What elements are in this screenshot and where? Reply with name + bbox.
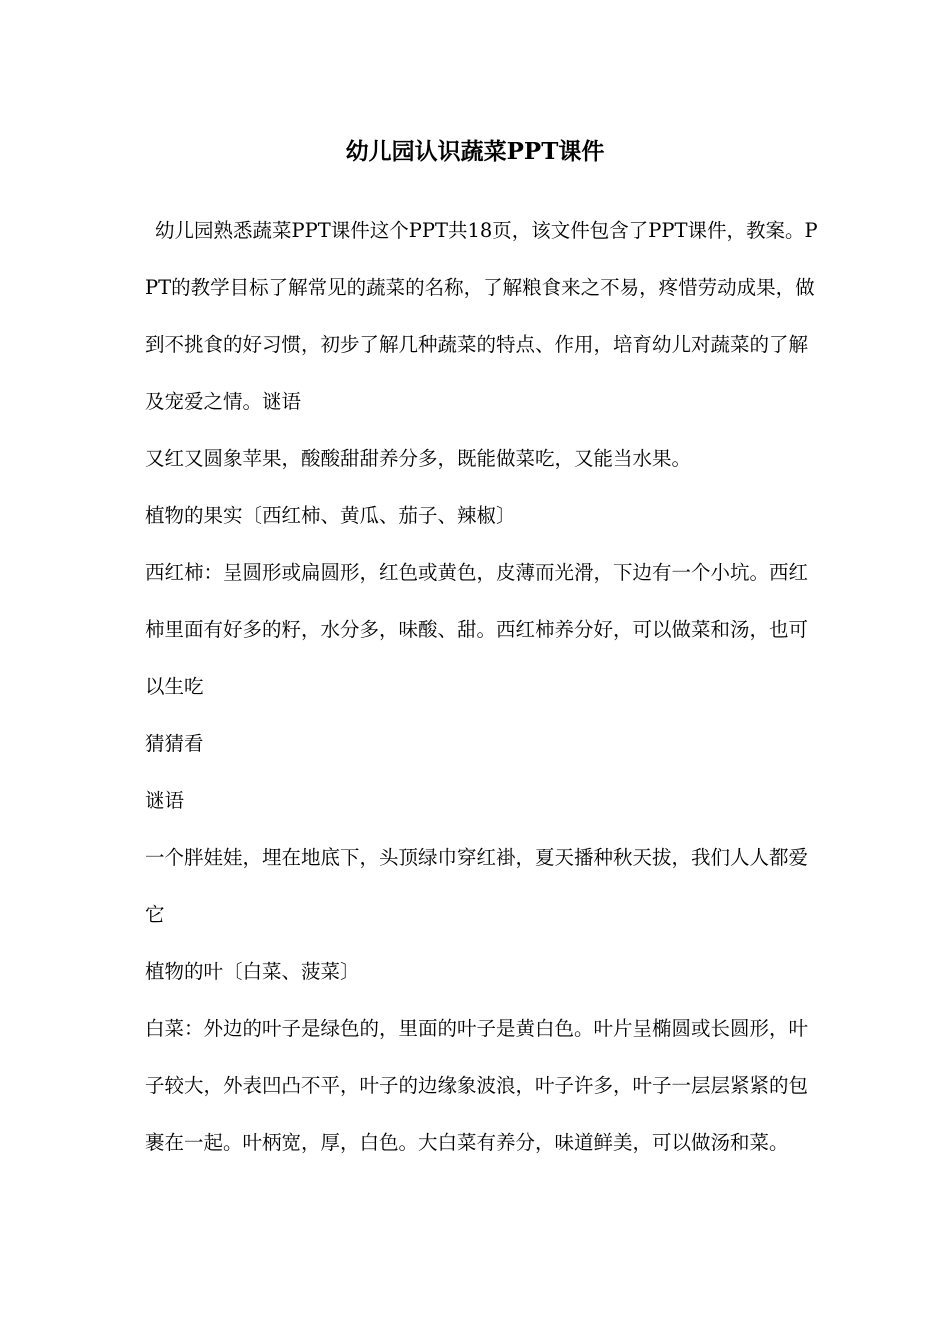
paragraph-intro: 幼儿园熟悉蔬菜PPT课件这个PPT共18页，该文件包含了PPT课件，教案。PPT的教学目标了解常见的蔬菜的名称，了解粮食来之不易，疼惜劳动成果，做到不挑食的好习惯，初步了解几种蔬菜的特点、作用，培育幼儿对蔬菜的了解及宠爱之情。谜语	[145, 219, 818, 413]
paragraph-riddle-tomato: 又红又圆象苹果，酸酸甜甜养分多，既能做菜吃，又能当水果。	[145, 447, 692, 470]
paragraph-riddle-heading: 谜语	[145, 789, 185, 812]
paragraph-cabbage-description: 白菜：外边的叶子是绿色的，里面的叶子是黄白色。叶片呈椭圆或长圆形，叶子较大，外表凹凸不平，叶子的边缘象波浪，叶子许多，叶子一层层紧紧的包裹在一起。叶柄宽，厚，白色。大白菜有养分，味道鲜美，可以做汤和菜。	[145, 1017, 809, 1154]
paragraph-fruit-category: 植物的果实〔西红柿、黄瓜、茄子、辣椒〕	[145, 504, 516, 527]
paragraph-riddle-carrot: 一个胖娃娃，埋在地底下，头顶绿巾穿红褂，夏天播种秋天拔，我们人人都爱它	[145, 846, 809, 926]
document-body	[145, 202, 827, 1171]
document-title: 幼儿园认识蔬菜PPT课件	[345, 138, 605, 165]
paragraph-leaf-category: 植物的叶〔白菜、菠菜〕	[145, 960, 360, 983]
paragraph-tomato-description: 西红柿：呈圆形或扁圆形，红色或黄色，皮薄而光滑，下边有一个小坑。西红柿里面有好多的籽，水分多，味酸、甜。西红柿养分好，可以做菜和汤，也可以生吃	[145, 561, 809, 698]
paragraph-guess: 猜猜看	[145, 732, 204, 755]
